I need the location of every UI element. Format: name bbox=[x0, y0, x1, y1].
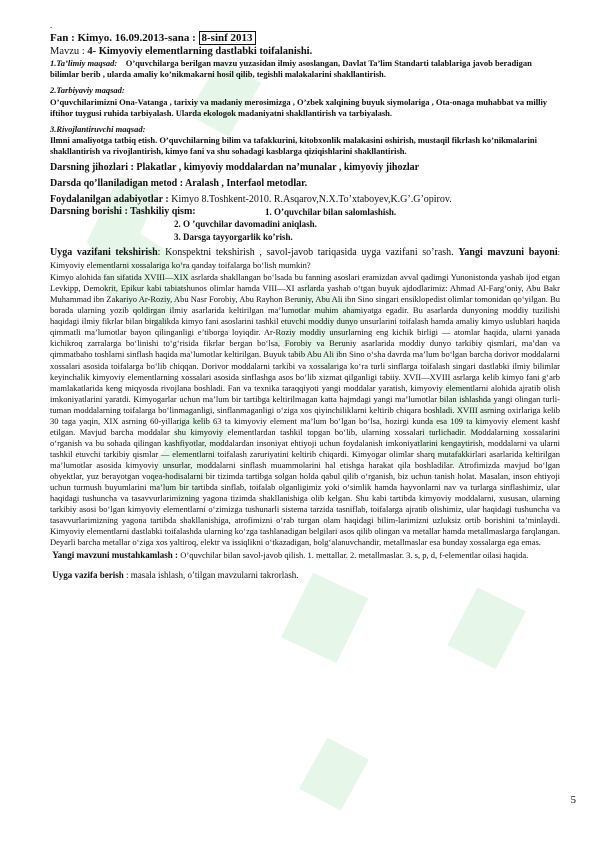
homework-line bbox=[50, 570, 560, 582]
page-number: 5 bbox=[570, 794, 576, 806]
educational-goal bbox=[50, 58, 560, 80]
developing-goal-title: 3.Rivojlantiruvchi maqsad: bbox=[50, 124, 146, 135]
subject-date: Fan : Kimyo. 16.09.2013-sana : bbox=[50, 32, 196, 44]
lesson-plan-page bbox=[50, 20, 560, 581]
educational-goal-text: O’quvchilarga berilgan mavzu yuzasidan ilmiy asoslangan, Davlat Ta’lim Standarti talablariga javob beradigan bilimlar berib , ularda amaliy ko’nikmakarni hosil qilib, tegishli malakalarini shakllantirish. bbox=[50, 58, 532, 80]
lesson-flow-label: Darsning borishi : Tashkiliy qism: bbox=[50, 205, 196, 217]
developing-goal bbox=[50, 124, 560, 158]
homework-check-text: : Konspektni tekshirish , savol-javob tariqasida uyga vazifani so’rash. bbox=[157, 247, 454, 259]
upbringing-goal-text: O’quvchilarimizni Ona-Vatanga , tarixiy va madaniy merosimizga , O’zbek xalqining buyuk siymolariga , Ota-onaga muhabbat va milliy iftihor tuygusi ruhida tarbiyalash. Ularda ekologok madaniyatni shakllantirish va tarbiyalash. bbox=[50, 96, 548, 118]
developing-goal-text: Ilmni amaliyotga tatbiq etish. O’quvchilarning bilim va tafakkurini, kitobxonlik malakasini oshirish, mustaqil fikrlash ko’nikmalarini shakllantirish va rivojlantirish, kimyo fani va shu sohadagi kasblarga qiziqishlarini shakllantirish. bbox=[50, 135, 537, 157]
upbringing-goal bbox=[50, 85, 560, 119]
methods-line: Darsda qo’llaniladigan metod : Aralash , Interfaol metodlar. bbox=[50, 177, 308, 189]
reinforce-line bbox=[50, 550, 560, 562]
homework-text: : masala ishlash, o’tilgan mavzularni takrorlash. bbox=[126, 569, 299, 580]
lesson-flow bbox=[50, 206, 560, 219]
top-dot: . bbox=[50, 20, 53, 30]
reinforce-text: O’quvchilar bilan savol-javob qilish. 1. mettallar. 2. metallmaslar. 3. s, p, d, f-elementlar oilasi haqida. bbox=[180, 550, 529, 561]
educational-goal-title: 1.Ta’limiy maqsad: bbox=[50, 58, 118, 68]
homework-check bbox=[50, 246, 560, 272]
subject-line bbox=[50, 32, 560, 45]
lesson-flow-item: 2. O ’quvchilar davomadini aniqlash. bbox=[174, 219, 317, 230]
reinforce-label: Yangi mavzuni mustahkamlash : bbox=[52, 550, 179, 561]
upbringing-goal-title: 2.Tarbiyaviy maqsad: bbox=[50, 85, 125, 96]
literature-label: Foydalanilgan adabiyotlar : bbox=[50, 193, 169, 205]
literature-text: Kimyo 8.Toshkent-2010. R.Asqarov,N.X.To’xtaboyev,K.G’.G’opirov. bbox=[171, 193, 452, 205]
equipment-line: Darsning jihozlari : Plakatlar , kimyoviy moddalardan na’munalar , kimyoviy jihozlar bbox=[50, 161, 420, 173]
topic-label: Mavzu : bbox=[50, 46, 85, 57]
new-topic-label: Yangi mavzuni bayoni bbox=[458, 247, 558, 259]
class-box: 8-sinf 2013 bbox=[199, 31, 256, 45]
homework-check-label: Uyga vazifani tekshirish bbox=[50, 247, 158, 259]
literature-line bbox=[50, 193, 560, 206]
new-topic-question: : Kimyoviy elementlarni xossalariga ko‘ra qanday toifalarga bo‘lish mumkin? bbox=[50, 247, 561, 271]
lesson-flow-list bbox=[265, 206, 396, 219]
lesson-body-text: Kimyo alohida fan sifatida XVIII—XIX asrlarda shakllangan bo‘lsada bu fanning asoslari eramizdan avval qadimgi Yunonistonda yashab ijod etgan Levkipp, Demokrit, Epikur kabi tabiatshunos olimlar hamda VIII—XI asrlarda yashab o‘tgan buyuk ajdodlarimiz: Ahmad Al-Farg‘oniy, Abu Bakr Muhammad ibn Zakariyo Ar-Roziy, Abu Nasr Forobiy, Abu Rayhon Beruniy, Abu Ali ibn Sino singari ensiklopedist olimlar tomonidan qo‘yilgan. Bu borada ularning yozib qoldirgan ilmiy asarlarida keltirilgan ma’lumotlar muhim ahamiyatga egadir. Bu asarlarda dunyoning moddiy tuzilishi haqidagi ilmiy fikrlar bilan birgalikda kimyo fani asoslarini tashkil etuvchi moddiy dunyo unsurlarini toifalash hamda amaliy kimyo uslublari haqida qimmatli ma’lumotlar bayon qilinganligi e’tiborga loyiqdir. Ar-Roziy moddiy unsurlarning eng kichik birligi — atomlar haqida, ularni yanada kichikroq zarralarga bo‘linishi to‘g‘risida fikrlar bergan bo‘lsa, Forobiy va Beruniy asarlarida moddiy dunyo tarkibiy qismlari, ma’dan va qimmatbaho toshlarni sinflash haqida ma’lumotlar keltirilgan. Buyuk tabib Abu Ali ibn Sino o‘sha davrda ma’lum bo‘lgan barcha dorivor moddalarni xossalari asosida toifalarga bo‘lib chiqqan. Dorivor moddalarni tarkibi va xossalariga ko‘ra turli sinflarga toifalash singari dastlabki ilmiy bilimlar keyinchalik kimyoviy elementlarning xossalari asosida sinflashga asos bo‘lib xizmat qilganligi tabiiy. XVII—XVIII asrlarga kelib kimyo fani g‘arb mamlakatlarida keng miqyosda rivojlana boshladi. Fan va texnika taraqqiyoti yangi moddalar yaratish, kimyoviy elementlarni alohida ajratib olish imkoniyatlarini yaratdi. Kimyogarlar uchun ma’lum bir tartibga keltirilmagan katta hajmdagi yangi ma’lumotlar bilan ishlashda yangi olingan turli-tuman moddalarning toifalarga bo‘linmaganligi, sinflanmaganligi o‘ziga xos qiyinchiliklarni keltirib chiqara boshladi. XVIII asrning oxirlariga kelib 30 taga yaqin, XIX asrning 60-yillariga kelib 63 ta kimyoviy element ma’lum bo‘lgan bo‘lsa, hozirgi kunda esa 109 ta kimyoviy element kashf etilgan. Mavjud barcha moddalar shu kimyoviy elementlardan tashkil topgan bo‘lib, ularning xossalari turlichadir. Moddalarning xossalarini o‘rganish va bu sohada qilingan kashfiyotlar, moddalardan insoniyat ehtiyoji uchun foydalanish imkoniyatlarini kengaytirish, moddalarni va ularni tashkil etuvchi tarkibiy qismlar — elementlarni toifalash zaruriyatini keltirib chiqardi. Kimyogar olimlar sharq mutafakkirlari asarlarida keltirilgan ma’lumotlar asosida kimyoviy unsurlar, moddalarni sinflash muammolarini hal etishga harakat qila boshladilar. Atrofimizda mavjud bo‘lgan obyektlar, yuz berayotgan voqea-hodisalarni bir tizimda tartibga solgan holda qabul qilib o‘rganish, biz uchun tanish holat. Masalan, inson ehtiyoji uchun turmush buyumlarini ma’lum bir tartibda sinflab, toifalab olganligimiz yoki o‘simlik hamda hayvonlarni nav va turlarga sinflashimiz, ular haqidagi tushuncha va tasavvurlarimizning yagona tizimda shakllanishiga olib kelgan. Shu kabi tartibda kimyoviy moddalarni, xususan, ularning tarkibiy asosi bo‘lgan kimyoviy elementlarni o‘zimizga tushunarli sistema tarzida tasniflab, toifalarga ajratib olishimiz, ular haqidagi tushuncha va tasavvurlarimizning yagona tartibda shakllanishiga, atrofimizni o‘rab turgan olam haqidagi bilim-larimizni uzluksiz ortib borishini ta’minlaydi. Kimyoviy elementlarni dastlabki toifalashda ularning ko‘zga tashlanadigan belgilari asos qilib olingan va metallar hamda metallmaslarga farqlangan. Deyarli barcha metallar o‘ziga xos yaltiroq, elektr va issiqlikni o‘tkazadigan, bolg‘alanuvchandir, metallmaslar esa bunday xossalarga ega emas. bbox=[50, 272, 560, 548]
lesson-flow-item: 1. O’quvchilar bilan salomlashish. bbox=[265, 206, 397, 217]
lesson-flow-item: 3. Darsga tayyorgarlik ko’rish. bbox=[174, 231, 293, 242]
homework-label: Uyga vazifa berish bbox=[52, 569, 124, 580]
topic-line bbox=[50, 45, 560, 58]
topic-title: 4- Kimyoviy elementlarning dastlabki toifalanishi. bbox=[87, 46, 313, 57]
